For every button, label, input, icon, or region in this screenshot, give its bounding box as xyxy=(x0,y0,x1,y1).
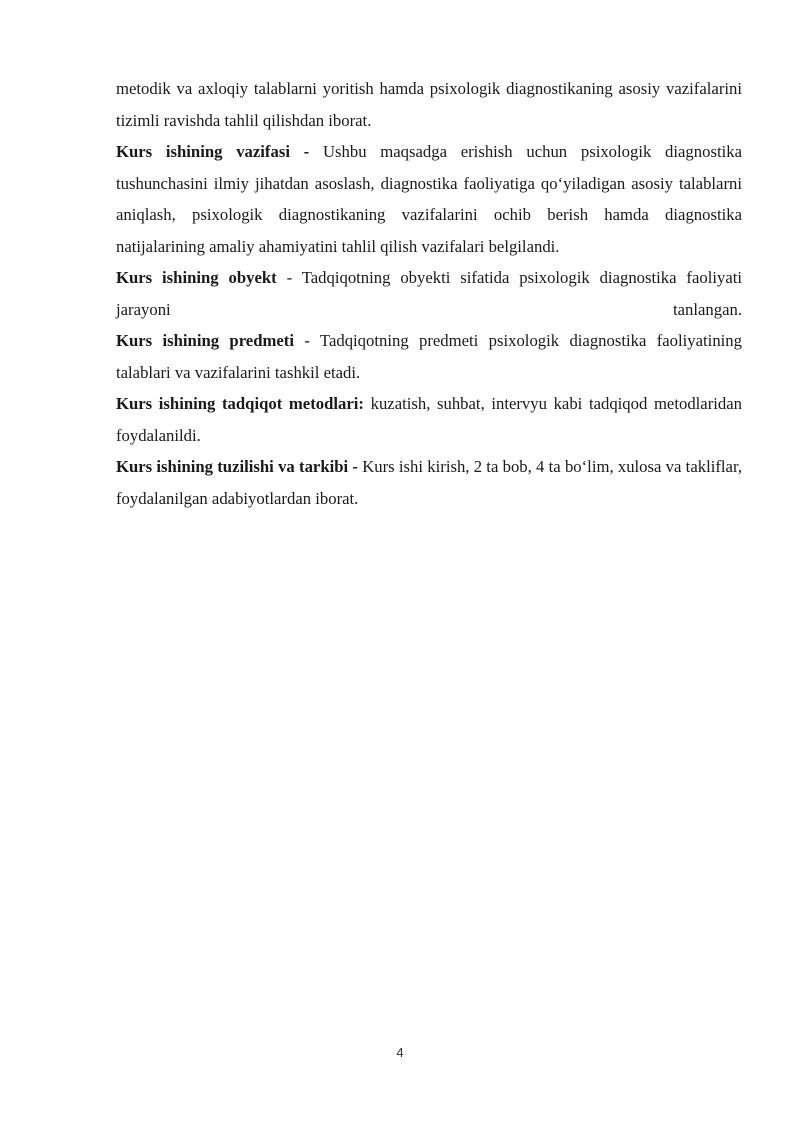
paragraph-lead: Kurs ishining obyekt xyxy=(116,268,287,287)
paragraph-intro-continuation xyxy=(116,73,742,136)
page-body xyxy=(116,73,742,514)
paragraph-lead: Kurs ishining tadqiqot metodlari: xyxy=(116,394,371,413)
paragraph-lead: Kurs ishining predmeti xyxy=(116,331,305,350)
paragraph-text: - Tadqiqotning predmeti psixologik diagnostika faoliyatining talablari va vazifalarini tashkil etadi. xyxy=(116,331,742,382)
paragraph-text: kuzatish, suhbat, intervyu kabi tadqiqod metodlaridan foydalanildi. xyxy=(116,394,742,445)
page-number: 4 xyxy=(396,1045,404,1060)
paragraph-text: metodik va axloqiy talablarni yoritish hamda psixologik diagnostikaning asosiy vazifalarini tizimli ravishda tahlil qilishdan iborat. xyxy=(116,79,742,130)
paragraph-lead: Kurs ishining vazifasi - xyxy=(116,142,323,161)
paragraph-vazifasi xyxy=(116,136,742,262)
paragraph-text: - Tadqiqotning obyekti sifatida psixologik diagnostika faoliyati jarayoni tanlangan. xyxy=(116,268,743,319)
paragraph-metodlari xyxy=(116,388,742,451)
paragraph-obyekt xyxy=(116,262,742,325)
paragraph-text: Kurs ishi kirish, 2 ta bob, 4 ta bo‘lim, xulosa va takliflar, foydalanilgan adabiyotlardan iborat. xyxy=(116,457,743,508)
paragraph-predmeti xyxy=(116,325,742,388)
paragraph-lead: Kurs ishining tuzilishi va tarkibi - xyxy=(116,457,363,476)
paragraph-text: Ushbu maqsadga erishish uchun psixologik diagnostika tushunchasini ilmiy jihatdan asoslash, diagnostika faoliyatiga qo‘yiladigan asosiy talablarni aniqlash, psixologik diagnostikaning vazifalarini ochib berish hamda diagnostika natijalarining amaliy ahamiyatini tahlil qilish vazifalari belgilandi. xyxy=(116,142,742,256)
paragraph-tuzilishi xyxy=(116,451,742,514)
